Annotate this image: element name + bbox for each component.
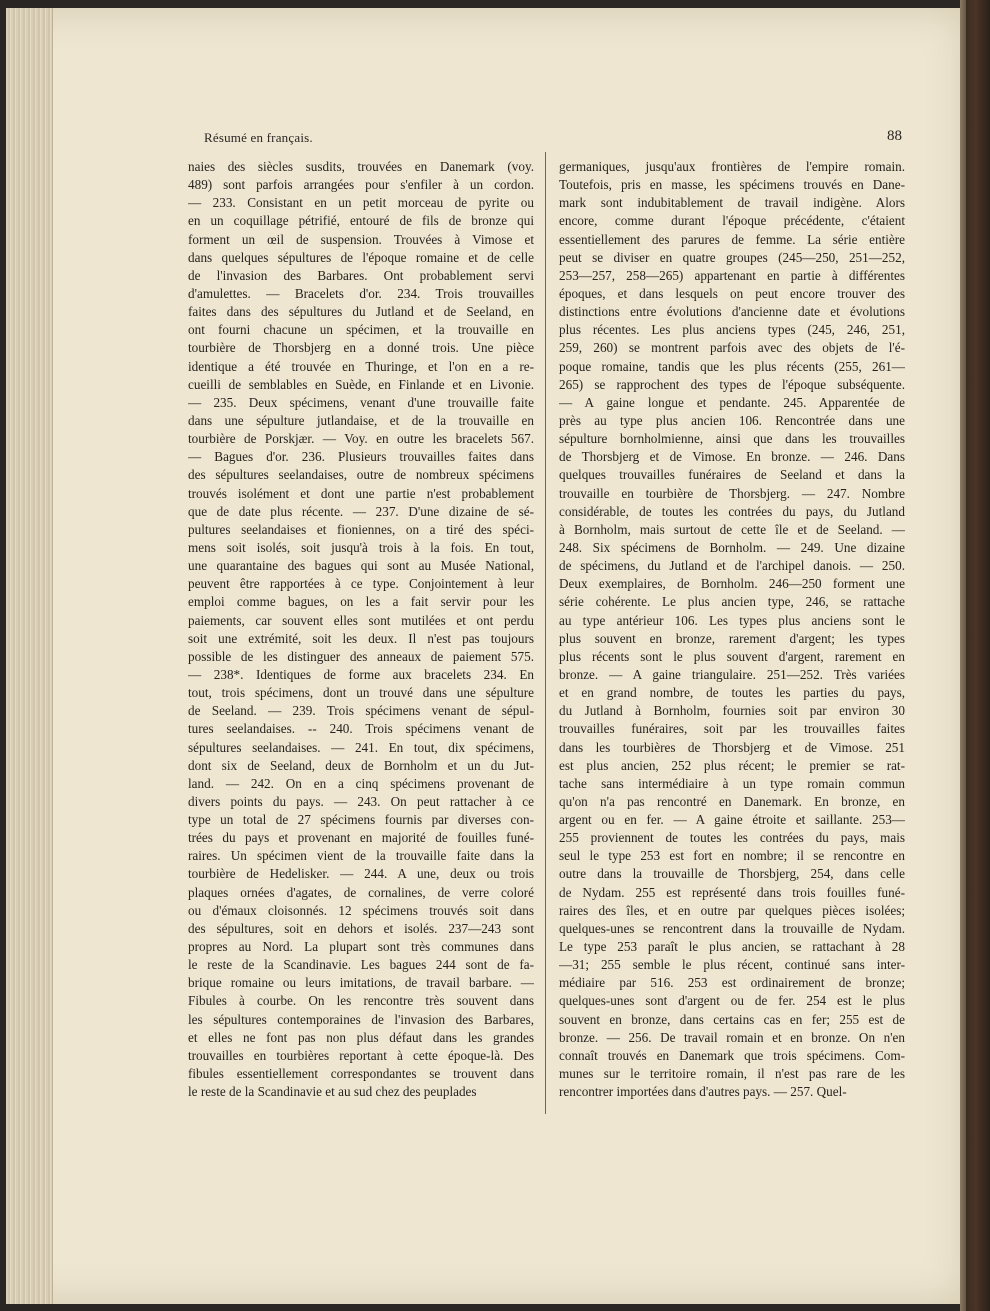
- text-line: Toutefois, pris en masse, les spécimens trouvés en Dane-: [559, 177, 905, 193]
- text-line: des sépultures, soit en dehors et isolés. 237—243 sont: [188, 920, 534, 936]
- text-line: poque romaine, tandis que les plus récents (255, 261—: [559, 358, 905, 374]
- text-line: de Nydam. 255 est représenté dans trois fouilles funé-: [559, 884, 905, 900]
- text-line: type un total de 27 spécimens fournis par diverses con-: [188, 812, 534, 828]
- text-line: trouvailles funéraires, soit par les trouvailles faites: [559, 721, 905, 737]
- text-line: forment un œil de suspension. Trouvées à Vimose et: [188, 231, 534, 247]
- text-line: 259, 260) se montrent parfois avec des objets de l'é-: [559, 340, 905, 356]
- left-text-column: [188, 158, 534, 1101]
- text-line: et elles ne font pas non plus défaut dans les grandes: [188, 1029, 534, 1045]
- text-line: connaît trouvés en Danemark que trois spécimens. Com-: [559, 1047, 905, 1063]
- text-line: quelques trouvailles funéraires de Seeland et dans la: [559, 467, 905, 483]
- text-line: encore, comme durant l'époque précédente, c'étaient: [559, 213, 905, 229]
- text-line: de spécimens, du Jutland et de l'archipel danois. — 250.: [559, 558, 905, 574]
- text-line: raires. Un spécimen vient de la trouvaille faite dans la: [188, 848, 534, 864]
- text-line: de l'invasion des Barbares. Ont probablement servi: [188, 267, 534, 283]
- text-line: 248. Six spécimens de Bornholm. — 249. Une dizaine: [559, 539, 905, 555]
- text-line: considérable, de toutes les contrées du pays, du Jutland: [559, 503, 905, 519]
- text-line: de Thorsbjerg et de Vimose. En bronze. — 246. Dans: [559, 449, 905, 465]
- text-line: plaques ornées d'agates, de cornalines, de verre coloré: [188, 884, 534, 900]
- text-line: tourbière de Thorsbjerg en a donné trois. Une pièce: [188, 340, 534, 356]
- text-line: près au type plus ancien 106. Rencontrée dans une: [559, 412, 905, 428]
- text-line: d'amulettes. — Bracelets d'or. 234. Trois trouvailles: [188, 285, 534, 301]
- text-line: et en grand nombre, de toutes les parties du pays,: [559, 685, 905, 701]
- text-line: possible de les distinguer des anneaux de paiement 575.: [188, 648, 534, 664]
- text-line: bronze. — 256. De travail romain et en bronze. On n'en: [559, 1029, 905, 1045]
- text-line: germaniques, jusqu'aux frontières de l'empire romain.: [559, 159, 905, 174]
- text-line: ou d'émaux cloisonnés. 12 spécimens trouvés soit dans: [188, 902, 534, 918]
- text-line: identique a été trouvée en Thuringe, et l'on en a re-: [188, 358, 534, 374]
- text-line: trouvaille en tourbière de Thorsbjerg. — 247. Nombre: [559, 485, 905, 501]
- text-line: une quarantaine des bagues qui sont au Musée National,: [188, 558, 534, 574]
- text-line: pultures seelandaises et fioniennes, on a tiré des spéci-: [188, 521, 534, 537]
- text-line: argent ou en fer. — A gaine étroite et saillante. 253—: [559, 812, 905, 828]
- text-line: de Seeland. — 239. Trois spécimens venant de sépul-: [188, 703, 534, 719]
- text-line: naies des siècles susdits, trouvées en Danemark (voy.: [188, 159, 534, 174]
- text-line: — 238*. Identiques de forme aux bracelets 234. En: [188, 666, 534, 682]
- text-line: emploi comme bagues, on les a fait servir pour les: [188, 594, 534, 610]
- text-line: souvent en bronze, dans certains cas en fer; 255 est de: [559, 1011, 905, 1027]
- page-stack-edges: [6, 8, 53, 1304]
- text-line: 489) sont parfois arrangées pour s'enfiler à un cordon.: [188, 177, 534, 193]
- text-line: le reste de la Scandinavie et au sud chez des peuplades: [188, 1084, 477, 1100]
- book-cover-edge: [966, 0, 990, 1311]
- text-line: brique romaine ou leurs imitations, de travail barbare. —: [188, 975, 534, 991]
- text-line: qu'on n'a pas rencontré en Danemark. En bronze, en: [559, 793, 905, 809]
- text-line: du Jutland à Bornholm, fournies soit par environ 30: [559, 703, 905, 719]
- text-line: dans une sépulture jutlandaise, et de la trouvaille en: [188, 412, 534, 428]
- text-line: que de date plus récente. — 237. D'une dizaine de sé-: [188, 503, 534, 519]
- text-line: Fibules à courbe. On les rencontre très souvent dans: [188, 993, 534, 1009]
- text-line: série cohérente. Le plus ancien type, 246, se rattache: [559, 594, 905, 610]
- text-line: 255 proviennent de toutes les contrées du pays, mais: [559, 830, 905, 846]
- text-line: plus récents sont le plus souvent d'argent, rarement en: [559, 648, 905, 664]
- running-title: Résumé en français.: [204, 130, 313, 145]
- text-line: ont fourni chacune un spécimen, et la trouvaille en: [188, 322, 534, 338]
- text-line: dont six de Seeland, deux de Bornholm et un du Jut-: [188, 757, 534, 773]
- text-line: plus souvent en bronze, rarement d'argent; les types: [559, 630, 905, 646]
- text-line: 253—257, 258—265) appartenant en partie à différentes: [559, 267, 905, 283]
- text-line: mens soit isolés, soit jusqu'à trois à la fois. En tout,: [188, 539, 534, 555]
- text-line: trouvés isolément et dont une partie n'est probablement: [188, 485, 534, 501]
- right-text-column: [559, 158, 905, 1101]
- text-line: bronze. — A gaine triangulaire. 251—252. Très variées: [559, 666, 905, 682]
- text-line: sépulture bornholmienne, ainsi que dans les trouvailles: [559, 431, 905, 447]
- text-line: — A gaine longue et pendante. 245. Apparentée de: [559, 394, 905, 410]
- text-line: outre dans la trouvaille de Thorsbjerg, 254, dans celle: [559, 866, 905, 882]
- text-line: dans quelques sépultures de l'époque romaine et de celle: [188, 249, 534, 265]
- text-line: paiements, car souvent elles sont mutilées et ont perdu: [188, 612, 534, 628]
- text-line: le reste de la Scandinavie. Les bagues 244 sont de fa-: [188, 957, 534, 973]
- text-line: plus récentes. Les plus anciens types (245, 246, 251,: [559, 322, 905, 338]
- text-line: trouvailles en tourbières reportant à cette époque-là. Des: [188, 1047, 534, 1063]
- text-line: mark sont indubitablement de travail indigène. Alors: [559, 195, 905, 211]
- text-line: sépultures seelandaises. — 241. En tout, dix spécimens,: [188, 739, 534, 755]
- text-line: land. — 242. On en a cinq spécimens provenant de: [188, 775, 534, 791]
- text-line: est plus ancien, 252 plus récent; le premier se rat-: [559, 757, 905, 773]
- text-line: tourbière de Hedelisker. — 244. A une, deux ou trois: [188, 866, 534, 882]
- text-line: quelques-unes sont d'argent ou de fer. 254 est le plus: [559, 993, 905, 1009]
- text-line: au type antérieur 106. Les types plus anciens sont le: [559, 612, 905, 628]
- text-line: distinctions entre évolutions d'ancienne date et évolutions: [559, 304, 905, 320]
- text-line: époques, et dans lesquels on peut encore trouver des: [559, 285, 905, 301]
- text-line: essentiellement des parures de femme. La série entière: [559, 231, 905, 247]
- text-line: 265) se rapprochent des types de l'époque subséquente.: [559, 376, 905, 392]
- text-line: à Bornholm, mais surtout de cette île et de Seeland. —: [559, 521, 905, 537]
- text-line: tout, trois spécimens, dont un trouvé dans une sépulture: [188, 685, 534, 701]
- text-line: — 235. Deux spécimens, venant d'une trouvaille faite: [188, 394, 534, 410]
- text-line: tourbière de Porskjær. — Voy. en outre les bracelets 567.: [188, 431, 534, 447]
- text-line: rencontrer importées dans d'autres pays. — 257. Quel-: [559, 1084, 847, 1100]
- text-line: tures seelandaises. -- 240. Trois spécimens venant de: [188, 721, 534, 737]
- text-line: — Bagues d'or. 236. Plusieurs trouvailles faites dans: [188, 449, 534, 465]
- text-line: divers points du pays. — 243. On peut rattacher à ce: [188, 793, 534, 809]
- text-line: en un coquillage pétrifié, entouré de fils de bronze qui: [188, 213, 534, 229]
- text-line: dans les tourbières de Thorsbjerg et de Vimose. 251: [559, 739, 905, 755]
- text-line: les sépultures contemporaines de l'invasion des Barbares,: [188, 1011, 534, 1027]
- text-line: médiaire par 516. 253 est ordinairement de bronze;: [559, 975, 905, 991]
- column-divider: [545, 152, 546, 1114]
- text-line: peuvent être rapportées à ce type. Conjointement à leur: [188, 576, 534, 592]
- page-number: 88: [887, 128, 902, 144]
- text-line: quelques-unes se rencontrent dans la trouvaille de Nydam.: [559, 920, 905, 936]
- text-line: tache sans intermédiaire à un type romain commun: [559, 775, 905, 791]
- text-line: raires des îles, et en outre par quelques pièces isolées;: [559, 902, 905, 918]
- text-line: seul le type 253 est fort en nombre; il se rencontre en: [559, 848, 905, 864]
- text-line: soit une extrémité, soit les deux. Il n'est pas toujours: [188, 630, 534, 646]
- text-line: propres au Nord. La plupart sont très communes dans: [188, 939, 534, 955]
- text-line: cueilli de semblables en Suède, en Finlande et en Livonie.: [188, 376, 534, 392]
- text-line: Le type 253 paraît le plus ancien, se rattachant à 28: [559, 939, 905, 955]
- text-line: trées du pays et provenant en majorité de fouilles funé-: [188, 830, 534, 846]
- text-line: —31; 255 semble le plus récent, continué sans inter-: [559, 957, 905, 973]
- text-line: faites dans des sépultures du Jutland et de Seeland, en: [188, 304, 534, 320]
- text-line: — 233. Consistant en un petit morceau de pyrite ou: [188, 195, 534, 211]
- text-line: des sépultures seelandaises, outre de nombreux spécimens: [188, 467, 534, 483]
- text-line: Deux exemplaires, de Bornholm. 246—250 forment une: [559, 576, 905, 592]
- text-line: peut se diviser en quatre groupes (245—250, 251—252,: [559, 249, 905, 265]
- text-line: munes sur le territoire romain, il n'est pas rare de les: [559, 1066, 905, 1082]
- text-line: fibules essentiellement correspondantes se trouvent dans: [188, 1066, 534, 1082]
